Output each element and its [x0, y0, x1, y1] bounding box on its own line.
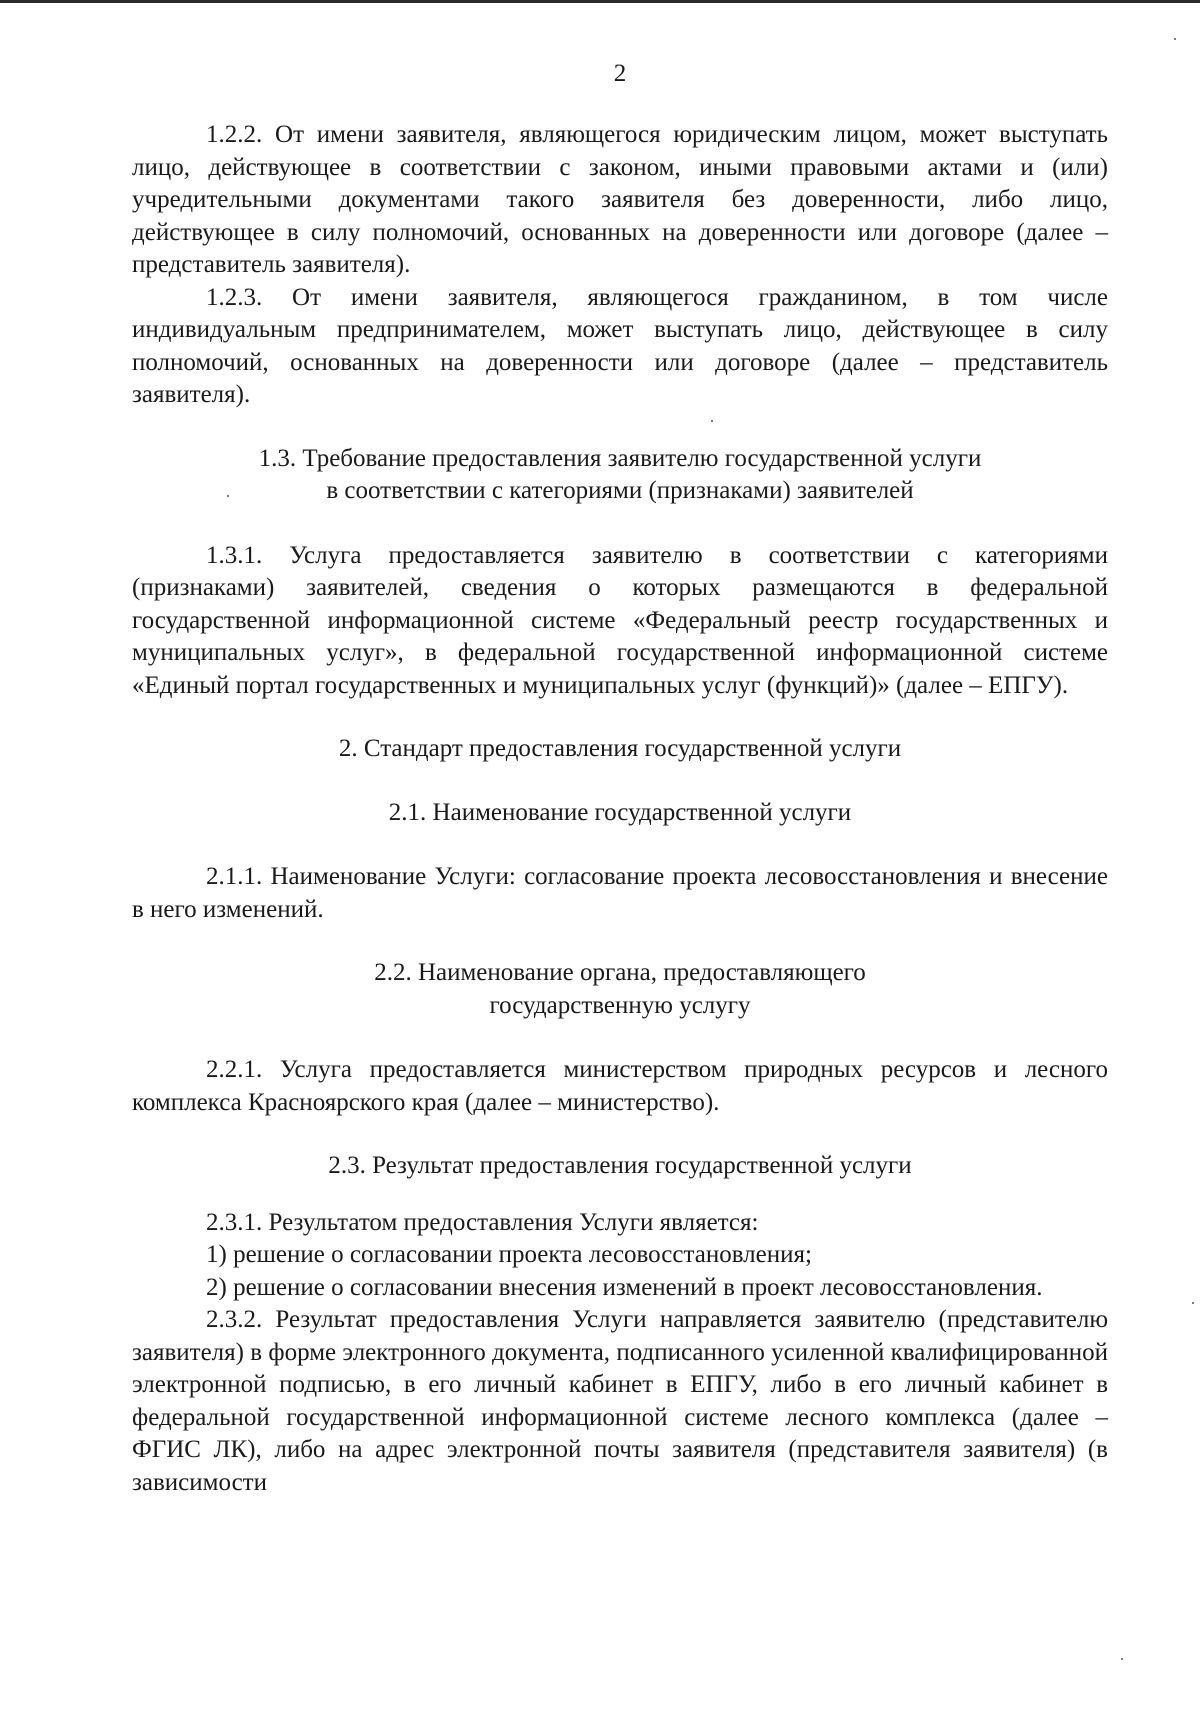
scan-speck — [1192, 1302, 1194, 1304]
paragraph-1-3-1: 1.3.1. Услуга предоставляется заявителю в соответствии с категориями (признаками) заявителей, сведения о которых размещаются в федеральной государственной информационной системе «Федеральный реестр государственных и муниципальных услуг», в федеральной государственной информационной системе «Единый портал государственных и муниципальных услуг (функций)» (далее – ЕПГУ). — [132, 541, 1108, 699]
paragraph-2-3-1: 2.3.1. Результатом предоставления Услуги является: — [206, 1208, 759, 1236]
scan-speck — [227, 495, 229, 497]
heading-1-3-line-1: 1.3. Требование предоставления заявителю государственной услуги — [258, 444, 982, 472]
list-item-2-3-1-1: 1) решение о согласовании проекта лесовосстановления; — [206, 1241, 812, 1268]
scan-speck — [711, 420, 713, 422]
heading-2-1: 2.1. Наименование государственной услуги — [388, 798, 852, 826]
paragraph-2-1-1: 2.1.1. Наименование Услуги: согласование проекта лесовосстановления и внесение в него изменений. — [132, 863, 1108, 923]
heading-2-2-line-2: государственную услугу — [489, 991, 751, 1019]
scan-speck — [1174, 38, 1176, 40]
paragraph-2-3-2: 2.3.2. Результат предоставления Услуги направляется заявителю (представителю заявителя) в форме электронного документа, подписанного усиленной квалифицированной электронной подписью, в его личный кабинет в ЕПГУ, либо в его личный кабинет в федеральной государственной информационной системе лесного комплекса (далее – ФГИС ЛК), либо на адрес электронной почты заявителя (представителя заявителя) (в зависимости — [132, 1306, 1108, 1496]
heading-2-3: 2.3. Результат предоставления государственной услуги — [328, 1152, 912, 1179]
page-number: 2 — [613, 60, 627, 87]
heading-section-2: 2. Стандарт предоставления государственной услуги — [338, 735, 902, 762]
paragraph-1-2-3: 1.2.3. От имени заявителя, являющегося гражданином, в том числе индивидуальным предпринимателем, может выступать лицо, действующее в силу полномочий, основанных на доверенности или договоре (далее – представитель заявителя). — [132, 283, 1108, 408]
list-item-2-3-1-2: 2) решение о согласовании внесения изменений в проект лесовосстановления. — [206, 1273, 1043, 1301]
document-body — [132, 119, 1108, 1499]
scan-top-edge — [0, 0, 1200, 3]
scan-speck — [1121, 1658, 1123, 1660]
heading-2-2-line-1: 2.2. Наименование органа, предоставляющего — [374, 959, 866, 986]
paragraph-2-2-1: 2.2.1. Услуга предоставляется министерством природных ресурсов и лесного комплекса Красноярского края (далее – министерство). — [132, 1056, 1108, 1116]
heading-1-3-line-2: в соответствии с категориями (признаками) заявителей — [326, 477, 914, 504]
paragraph-1-2-2: 1.2.2. От имени заявителя, являющегося юридическим лицом, может выступать лицо, действующее в соответствии с законом, иными правовыми актами и (или) учредительными документами такого заявителя без доверенности, либо лицо, действующее в силу полномочий, основанных на доверенности или договоре (далее – представитель заявителя). — [132, 121, 1108, 278]
